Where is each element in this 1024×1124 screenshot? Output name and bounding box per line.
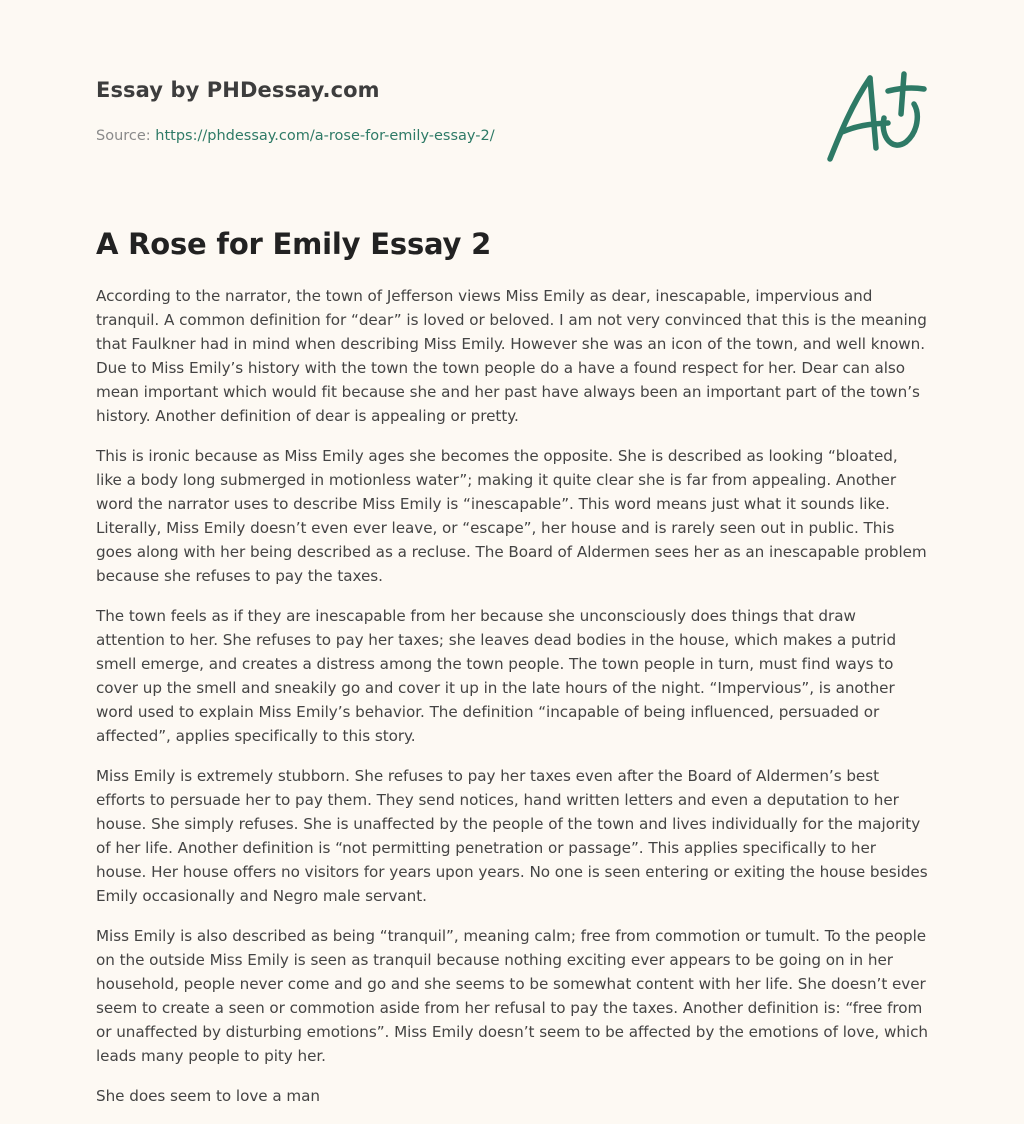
essay-body bbox=[96, 284, 928, 1124]
source-link[interactable]: https://phdessay.com/a-rose-for-emily-essay-2/ bbox=[155, 128, 495, 144]
site-brand: Essay by PHDessay.com bbox=[96, 78, 380, 102]
essay-paragraph: She does seem to love a man bbox=[96, 1087, 320, 1105]
essay-paragraph: According to the narrator, the town of Jefferson views Miss Emily as dear, inescapable, impervious and tranquil. A common definition for “dear” is loved or beloved. I am not very convinced that this is the meaning that Faulkner had in mind when describing Miss Emily. However she was an icon of the town, and well known. Due to Miss Emily’s history with the town the town people do a have a found respect for her. Dear can also mean important which would fit because she and her past have always been an important part of the town’s history. Another definition of dear is appealing or pretty. bbox=[96, 287, 927, 425]
essay-paragraph: This is ironic because as Miss Emily ages she becomes the opposite. She is described as looking “bloated, like a body long submerged in motionless water”; making it quite clear she is far from appealing. Another word the narrator uses to describe Miss Emily is “inescapable”. This word means just what it sounds like. Literally, Miss Emily doesn’t even ever leave, or “escape”, her house and is rarely seen out in public. This goes along with her being described as a recluse. The Board of Aldermen sees her as an inescapable problem because she refuses to pay the taxes. bbox=[96, 447, 927, 585]
a-plus-logo-icon bbox=[822, 66, 930, 166]
essay-paragraph: Miss Emily is also described as being “tranquil”, meaning calm; free from commotion or tumult. To the people on the outside Miss Emily is seen as tranquil because nothing exciting ever appears to be going on in her household, people never come and go and she seems to be somewhat content with her life. She doesn’t ever seem to create a seen or commotion aside from her refusal to pay the taxes. Another definition is: “free from or unaffected by disturbing emotions”. Miss Emily doesn’t seem to be affected by the emotions of love, which leads many people to pity her. bbox=[96, 927, 928, 1065]
essay-paragraph: Miss Emily is extremely stubborn. She refuses to pay her taxes even after the Board of Aldermen’s best efforts to persuade her to pay them. They send notices, hand written letters and even a deputation to her house. She simply refuses. She is unaffected by the people of the town and lives individually for the majority of her life. Another definition is “not permitting penetration or passage”. This applies specifically to her house. Her house offers no visitors for years upon years. No one is seen entering or exiting the house besides Emily occasionally and Negro male servant. bbox=[96, 767, 928, 905]
source-label: Source: bbox=[96, 128, 151, 144]
page-title: A Rose for Emily Essay 2 bbox=[96, 227, 492, 261]
essay-paragraph: The town feels as if they are inescapable from her because she unconsciously does things that draw attention to her. She refuses to pay her taxes; she leaves dead bodies in the house, which makes a putrid smell emerge, and creates a distress among the town people. The town people in turn, must find ways to cover up the smell and sneakily go and cover it up in the late hours of the night. “Impervious”, is another word used to explain Miss Emily’s behavior. The definition “incapable of being influenced, persuaded or affected”, applies specifically to this story. bbox=[96, 607, 897, 745]
source-line bbox=[96, 126, 796, 146]
page-header bbox=[96, 76, 796, 146]
